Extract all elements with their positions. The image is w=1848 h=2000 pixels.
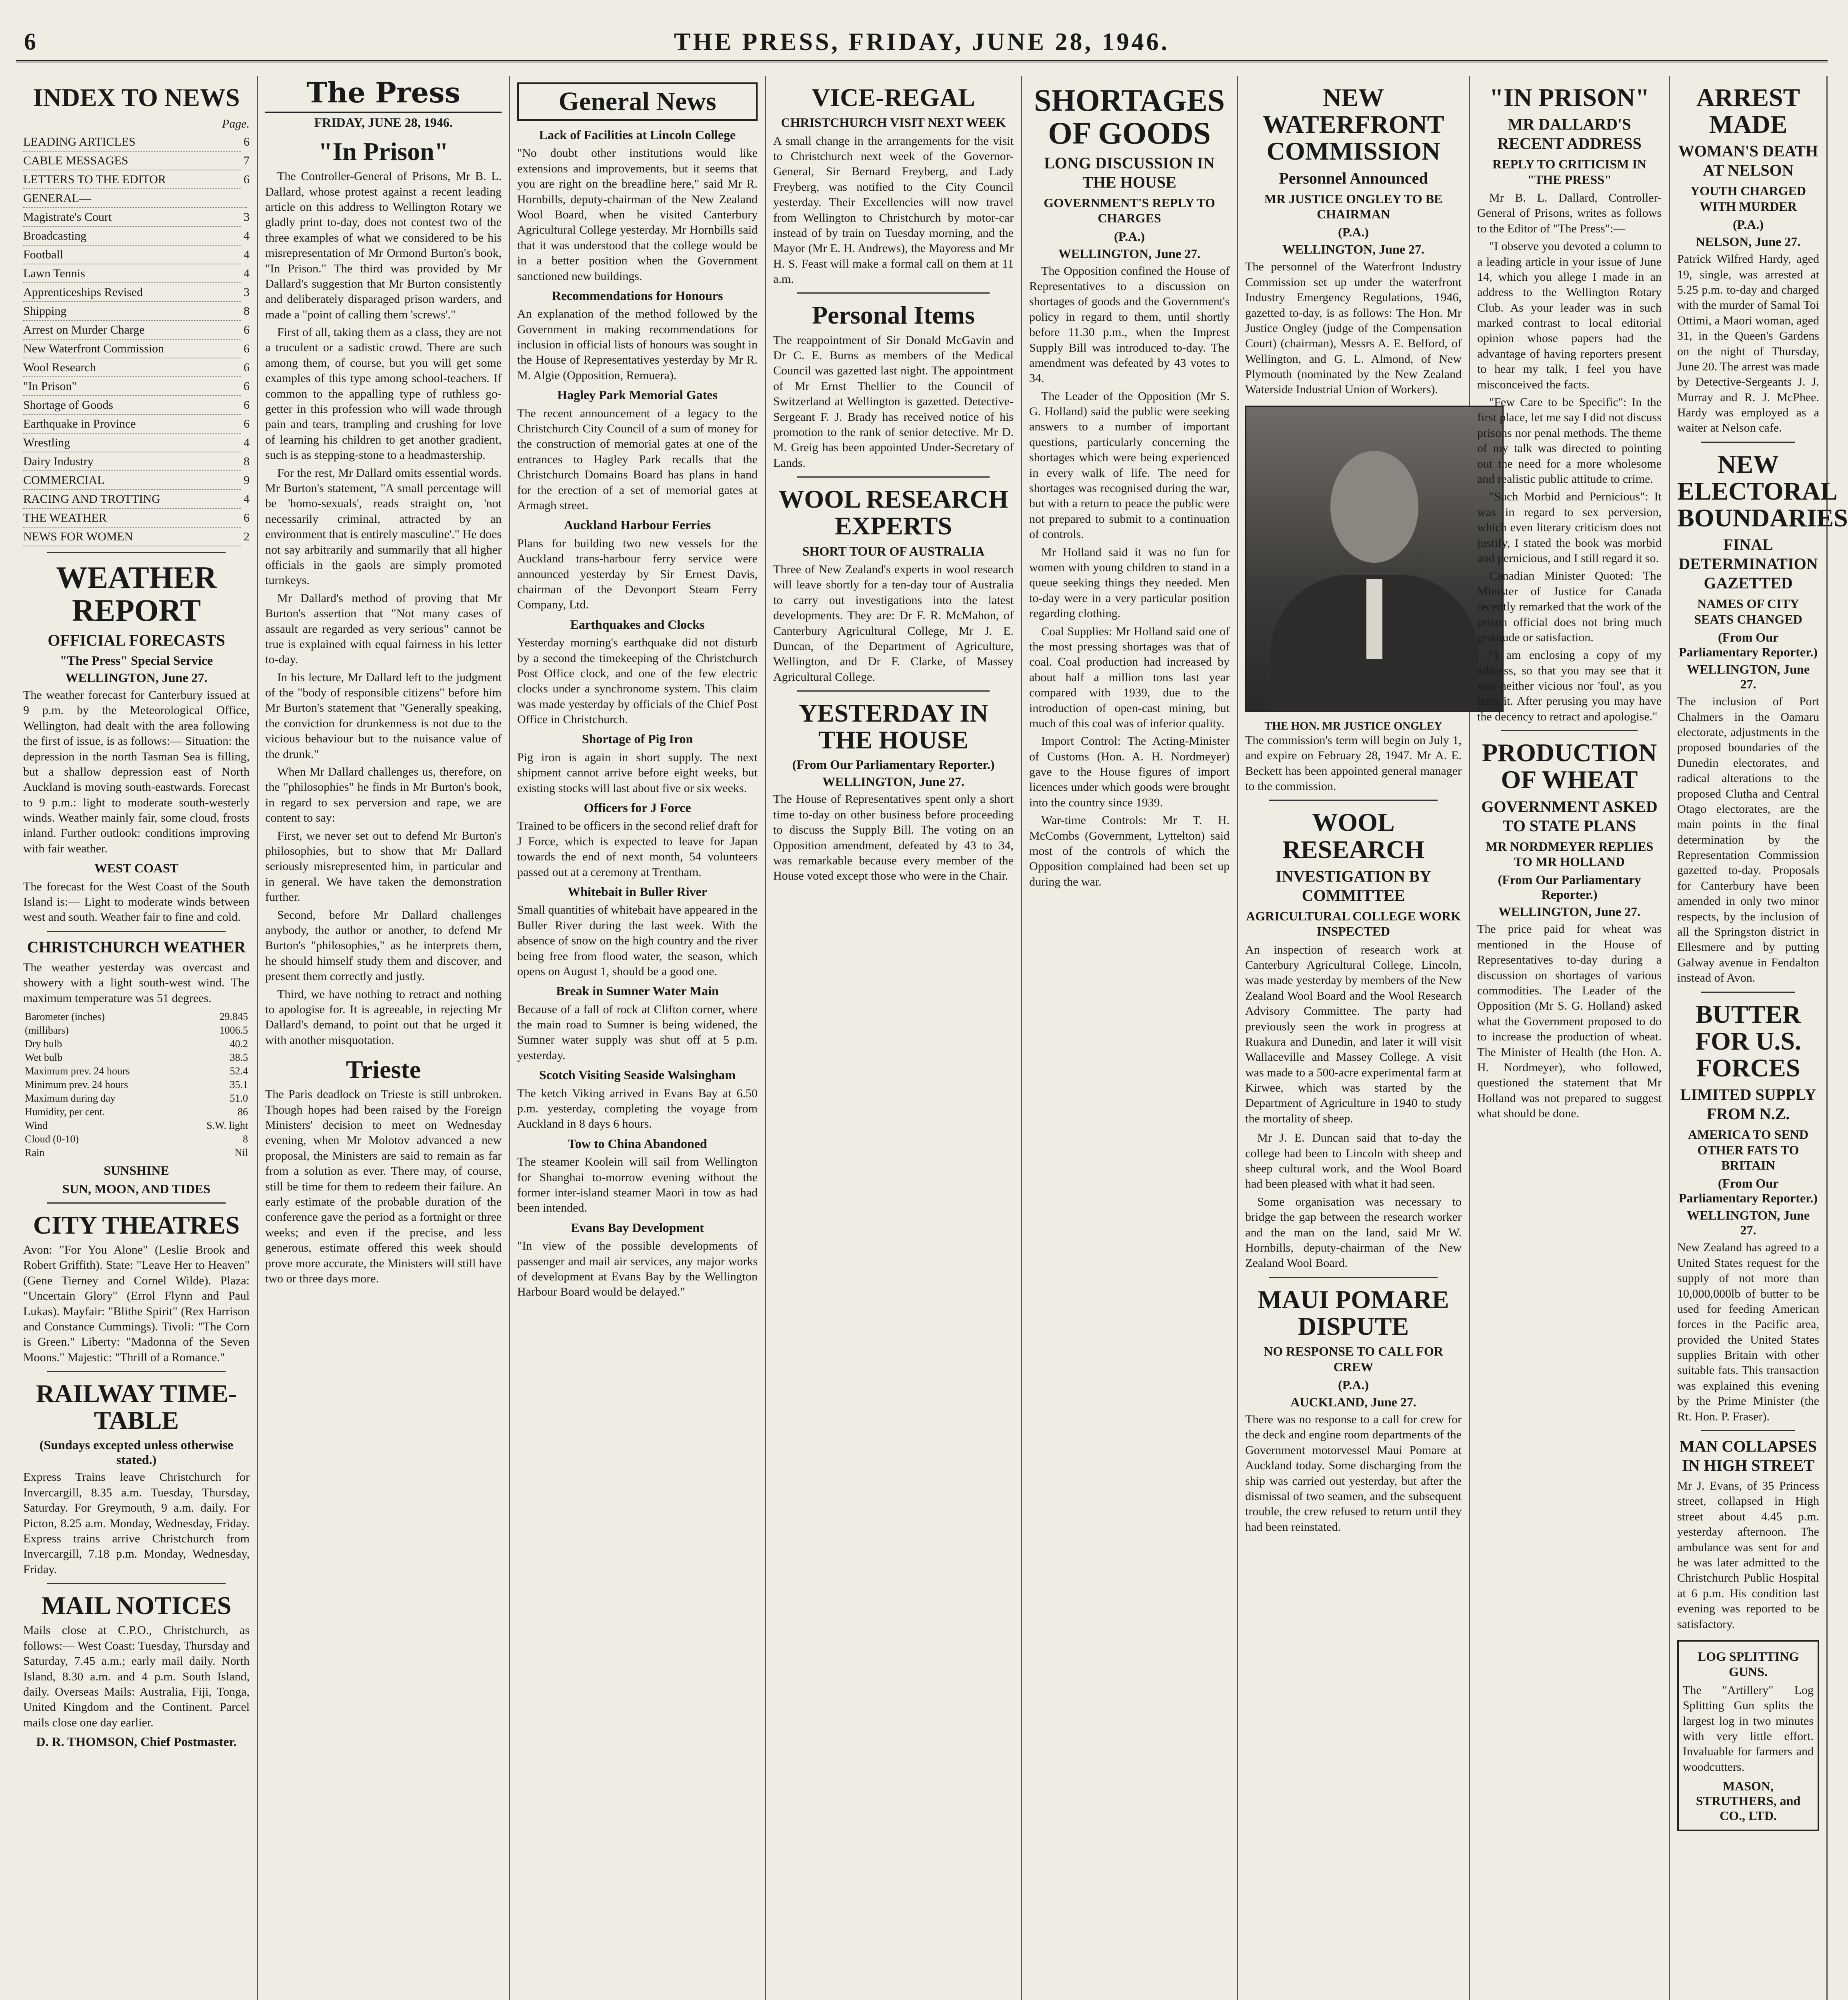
- index-label: Apprenticeships Revised: [23, 283, 241, 302]
- observation-row: [23, 1010, 250, 1024]
- general-news-item-title: Break in Sumner Water Main: [556, 984, 719, 998]
- index-label: Broadcasting: [23, 227, 241, 246]
- arrest-credit: (P.A.): [1732, 217, 1764, 232]
- editorial-title: "In Prison": [318, 137, 449, 166]
- observation-value: 40.2: [230, 1038, 248, 1050]
- arrest-subtitle: WOMAN'S DEATH AT NELSON: [1678, 142, 1818, 180]
- index-row: [23, 170, 250, 189]
- index-row: [23, 396, 250, 415]
- index-label: Wool Research: [23, 358, 241, 377]
- index-page: 8: [244, 455, 250, 468]
- electoral-title: NEW ELECTORAL BOUNDARIES: [1677, 450, 1848, 532]
- wheat-title: PRODUCTION OF WHEAT: [1482, 738, 1657, 794]
- electoral-text: The inclusion of Port Chalmers in the Oamaru electorate, adjustments in the proposed boundaries of the Dunedin electorates, and radical alterations to the proposed Clutha and Central Otago electorates, are the main points in the final determination by the Representation Commission gazetted to-day. Proposals for Canterbury have been amended in only two minor respects, by the inclusion of all the Springston district in Ellesmere and by putting Galway avenue in Fendalton instead of Avon.: [1677, 695, 1819, 985]
- index-row: [23, 283, 250, 302]
- general-news-list: [517, 127, 758, 1300]
- shortages-subtitle: LONG DISCUSSION IN THE HOUSE: [1044, 154, 1215, 191]
- observation-value: 86: [238, 1106, 248, 1118]
- general-news-item-text: Pig iron is again in short supply. The next shipment cannot arrive before eight weeks, but existing stocks will last about five or six weeks.: [517, 750, 758, 795]
- photo-caption: THE HON. MR JUSTICE ONGLEY: [1264, 720, 1442, 732]
- index-page: 6: [244, 380, 250, 393]
- letter-paragraph: "I observe you devoted a column to a leading article in your issue of June 14, which you allege I made in an address to the Wellington Rotary Club. As your leader was in such marked contrast to local editorial opinion whose papers had the advantage of having reporters present to hear my talk, I feel you have misconceived the facts.: [1477, 240, 1662, 391]
- general-news-item-title: Earthquakes and Clocks: [570, 617, 705, 632]
- chch-weather-title: CHRISTCHURCH WEATHER: [27, 938, 246, 956]
- column-3: [510, 76, 766, 2000]
- weather-title: WEATHER REPORT: [56, 560, 217, 628]
- index-page: 6: [244, 135, 250, 149]
- index-row: [23, 509, 250, 528]
- index-title: INDEX TO NEWS: [33, 83, 240, 112]
- general-news-item-text: Trained to be officers in the second relief draft for J Force, which is expected to leave for Japan towards the end of next month, 54 volunteers passed out at a ceremony at Trentham.: [517, 819, 758, 879]
- column-2: [258, 76, 510, 2000]
- index-list: [23, 115, 250, 546]
- index-page: 6: [244, 323, 250, 337]
- arrest-sub2: YOUTH CHARGED WITH MURDER: [1690, 184, 1806, 214]
- mail-text: Mails close at C.P.O., Christchurch, as follows:— West Coast: Tuesday, Thursday and Saturday, 7.45 a.m.; early mail daily. North Island, 8.30 a.m. and 4 p.m. South Island, daily. Overseas Mails: Australia, Fiji, Tonga, United Kingdom and the Continent. Parcel mails close one day earlier.: [23, 1624, 250, 1729]
- advert-text: The "Artillery" Log Splitting Gun splits the largest log in two minutes with very little effort. Invaluable for farmers and woodcutters.: [1683, 1683, 1814, 1774]
- general-news-item-title: Auckland Harbour Ferries: [564, 518, 711, 532]
- observation-row: [23, 1119, 250, 1132]
- theatres-title: CITY THEATRES: [33, 1210, 240, 1239]
- letter-paragraph: Mr B. L. Dallard, Controller-General of Prisons, writes as follows to the Editor of "The Press":—: [1477, 191, 1662, 235]
- butter-dateline: WELLINGTON, June 27.: [1686, 1208, 1810, 1238]
- shortages-paragraph: Coal Supplies: Mr Holland said one of the most pressing shortages was that of coal. Coal production had increased by about half a million tons last year compared with 1939, due to the introduction of open-cast mining, but much of this coal was of inferior quality.: [1029, 624, 1230, 730]
- index-page: 3: [244, 286, 250, 299]
- page-masthead: [16, 24, 1828, 62]
- index-page: 9: [244, 474, 250, 487]
- wheat-dateline: WELLINGTON, June 27.: [1498, 904, 1641, 919]
- editorial-date: FRIDAY, JUNE 28, 1946.: [314, 115, 453, 130]
- wheat-subtitle: GOVERNMENT ASKED TO STATE PLANS: [1481, 797, 1658, 835]
- index-label: Shortage of Goods: [23, 396, 241, 415]
- index-label: Dairy Industry: [23, 452, 241, 471]
- observation-value: 1006.5: [219, 1024, 248, 1036]
- index-row: [23, 302, 250, 321]
- waterfront-text-2: The commission's term will begin on July 1, and expire on February 28, 1947. Mr A. E. Beckett has been appointed general manager to the commission.: [1245, 733, 1462, 793]
- waterfront-title: NEW WATERFRONT COMMISSION: [1262, 83, 1444, 166]
- collapse-text: Mr J. Evans, of 35 Princess street, collapsed in High street about 4.45 p.m. yesterday afternoon. The ambulance was sent for and he was later admitted to the Christchurch Public Hospital at 6 p.m. His condition last evening was reported to be satisfactory.: [1677, 1479, 1819, 1631]
- index-label: "In Prison": [23, 377, 241, 396]
- wool-research-paragraph: Some organisation was necessary to bridge the gap between the research worker and the man on the land, said Mr W. Hornbills, deputy-chairman of the New Zealand Wool Board.: [1245, 1195, 1462, 1270]
- letter-paragraph: "I am enclosing a copy of my address, so that you may see that it was neither vicious nor 'foul', as you term it. After perusing you may have the decency to retract and apologise.": [1477, 648, 1662, 723]
- yesterday-house-title: YESTERDAY IN THE HOUSE: [798, 699, 988, 754]
- index-row: [23, 189, 250, 208]
- chch-weather-text: The weather yesterday was overcast and showery with a light south-west wind. The maximum temperature was 51 degrees.: [23, 960, 250, 1005]
- index-label: Shipping: [23, 302, 241, 321]
- index-label: LETTERS TO THE EDITOR: [23, 170, 241, 189]
- letter-paragraph: "Such Morbid and Pernicious": It was in regard to sex perversion, which even literary criticism does not justify, I stated the book was morbid and pernicious, and I still regard it so.: [1477, 490, 1662, 565]
- forecast-dateline: WELLINGTON, June 27.: [65, 670, 208, 685]
- editorial-paragraph: In his lecture, Mr Dallard left to the judgment of the "body of responsible citizens" before him Mr Burton's statement that "Generally speaking, the conviction for drunkenness is not due to the vicious behaviour but to the nuisance value of the drunk.": [265, 670, 502, 761]
- west-coast-text: The forecast for the West Coast of the South Island is:— Light to moderate winds between west and south. Weather fair to fine and cold.: [23, 880, 250, 924]
- in-prison-body: [1477, 190, 1662, 724]
- waterfront-subtitle: Personnel Announced: [1279, 169, 1428, 187]
- general-news-item-title: Tow to China Abandoned: [568, 1136, 707, 1151]
- observation-value: S.W. light: [206, 1120, 248, 1131]
- index-row: [23, 208, 250, 227]
- maui-pomare-subtitle: NO RESPONSE TO CALL FOR CREW: [1264, 1344, 1443, 1374]
- general-news-item-text: "No doubt other institutions would like extensions and improvements, but it seems that you are right on the breadline here," said Mr R. Hornbills, deputy-chairman of the New Zealand Wool Board, when he visited Canterbury Agricultural College yesterday. Mr Hornbills said that it was understood that the college would be in a better position when the Government sanctioned new buildings.: [517, 146, 758, 283]
- observation-label: Dry bulb: [25, 1038, 62, 1050]
- shortages-paragraph: War-time Controls: Mr T. H. McCombs (Government, Lyttelton) said most of the controls of which the Opposition complained had been set up during the war.: [1029, 814, 1230, 888]
- index-page: 2: [244, 530, 250, 544]
- observations-table: [23, 1010, 250, 1160]
- maui-pomare-dateline: AUCKLAND, June 27.: [1290, 1394, 1416, 1409]
- index-label: Lawn Tennis: [23, 264, 241, 283]
- vice-regal-subtitle: CHRISTCHURCH VISIT NEXT WEEK: [781, 115, 1006, 130]
- column-6: [1238, 76, 1470, 2000]
- shortages-title: SHORTAGES OF GOODS: [1034, 83, 1225, 150]
- yesterday-house-text: The House of Representatives spent only a short time to-day on other business before proceeding to discuss the Supply Bill. The voting on an Opposition amendment, defeated by 43 to 34, was remarkable because every member of the House voted except those who were in the Chair.: [773, 792, 1014, 883]
- editorial-paragraph: For the rest, Mr Dallard omits essential words. Mr Burton's statement, "A small percentage will be 'homo-sexuals', reads straight on, 'not necessarily criminal, attracted by an environment that is entirely masculine'." He does not say arbitrarily and summarily that all higher officials in the gaols are simply promoted turnkeys.: [265, 466, 502, 587]
- butter-text: New Zealand has agreed to a United States request for the supply of not more than 10,000,000lb of butter to be used for feeding American forces in the Pacific area, provided the United States supplies Britain with other suitable fats. This transaction was explained this evening by the Prime Minister (the Rt. Hon. P. Fraser).: [1677, 1241, 1819, 1423]
- index-page: 7: [244, 154, 250, 168]
- editorial-paragraph: First, we never set out to defend Mr Burton's philosophies, but to show that Mr Dallard seriously misrepresented him, in particular and in general. We have taken the demonstration further.: [265, 829, 502, 904]
- index-label: Wrestling: [23, 434, 241, 452]
- letter-paragraph: "Few Care to be Specific": In the first place, let me say I did not discuss prisons nor penal methods. The theme of my talk was directed to pointing out the need for a more wholesome and realistic public attitude to crime.: [1477, 396, 1662, 486]
- general-news-item-title: Scotch Visiting Seaside Walsingham: [539, 1068, 736, 1082]
- observation-row: [23, 1078, 250, 1092]
- index-label: GENERAL—: [23, 189, 247, 208]
- index-row: [23, 415, 250, 434]
- observation-value: 52.4: [230, 1065, 248, 1077]
- wool-research-sub2: AGRICULTURAL COLLEGE WORK INSPECTED: [1246, 908, 1461, 939]
- observation-row: [23, 1051, 250, 1064]
- butter-credit: (From Our Parliamentary Reporter.): [1678, 1176, 1818, 1206]
- personal-text: The reappointment of Sir Donald McGavin and Dr C. E. Burns as members of the Medical Council was gazetted last night. The appointment of Mr Ernst Thellier to the Council of Switzerland at Wellington is gazetted. Detective-Sergeant F. J. Brady has received notice of his promotion to the rank of senior detective. Mr D. M. Greig has been appointed Under-Secretary of Lands.: [773, 333, 1014, 470]
- general-news-item-text: Plans for building two new vessels for the Auckland trans-harbour ferry service were announced yesterday by Sir Ernest Davis, chairman of the Devonport Steam Ferry Company, Ltd.: [517, 536, 758, 612]
- electoral-subtitle: FINAL DETERMINATION GAZETTED: [1678, 536, 1818, 592]
- advert-advertiser: MASON, STRUTHERS, and CO., LTD.: [1696, 1779, 1801, 1823]
- vice-regal-title: VICE-REGAL: [812, 83, 975, 112]
- general-news-item-text: Small quantities of whitebait have appeared in the Buller River during the last week. With the absence of snow on the high country and the river being free from flood water, the season, which opens on August 1, should be a good one.: [517, 903, 758, 978]
- observation-value: 51.0: [230, 1092, 248, 1104]
- general-news-item-title: Officers for J Force: [584, 800, 691, 815]
- general-news-item-title: Shortage of Pig Iron: [582, 732, 693, 746]
- index-row: [23, 452, 250, 471]
- yesterday-house-credit: (From Our Parliamentary Reporter.): [792, 757, 995, 772]
- log-gun-advert: [1677, 1640, 1819, 1831]
- observation-label: (millibars): [25, 1024, 69, 1036]
- index-row: [23, 490, 250, 509]
- index-page: 6: [244, 361, 250, 374]
- index-page: 6: [244, 398, 250, 412]
- maui-pomare-credit: (P.A.): [1338, 1377, 1369, 1392]
- general-news-item-text: The recent announcement of a legacy to the Christchurch City Council of a sum of money for the construction of memorial gates at one of the entrances to Hagley Park recalls that the Christchurch Domains Board has plans in hand for the erection of a set of memorial gates at Armagh street.: [517, 406, 758, 512]
- editorial-paragraph: When Mr Dallard challenges us, therefore, on the "philosophies" he finds in Mr Burton's book, in regard to sex perversion and rape, we are content to say:: [265, 765, 502, 825]
- observation-value: 35.1: [230, 1079, 248, 1090]
- column-8: [1670, 76, 1848, 2000]
- forecast-title: OFFICIAL FORECASTS: [48, 631, 225, 649]
- index-page: 6: [244, 173, 250, 186]
- shortages-body: [1029, 264, 1230, 890]
- wool-research-paragraph: Mr J. E. Duncan said that to-day the college had been to Lincoln with sheep and sheep cultural work, and the Wool Board had been pleased with what it had seen.: [1245, 1131, 1462, 1191]
- wool-research-body: [1245, 1130, 1462, 1271]
- railway-title: RAILWAY TIME-TABLE: [36, 1379, 237, 1435]
- advert-title: LOG SPLITTING GUNS.: [1697, 1649, 1799, 1679]
- arrest-dateline: NELSON, June 27.: [1696, 234, 1801, 249]
- editorial-paragraph: The Controller-General of Prisons, Mr B. L. Dallard, whose protest against a recent leading article on this address to Wellington Rotary we gladly print to-day, does not contest two of the three examples of what we considered to be his misrepresentation of Mr Ormond Burton's book, "In Prison." The third was provided by Mr Dallard's suggestion that Mr Burton consistently and deliberately disparaged prison warders, and made a "point of calling them 'screws'.": [265, 170, 502, 321]
- general-news-item-title: Whitebait in Buller River: [568, 884, 707, 899]
- general-news-item-title: Recommendations for Honours: [552, 288, 723, 303]
- mail-title: MAIL NOTICES: [41, 1591, 232, 1620]
- observation-label: Rain: [25, 1147, 45, 1158]
- wool-experts-title: WOOL RESEARCH EXPERTS: [778, 485, 1008, 540]
- general-news-banner: General News: [517, 82, 758, 121]
- personal-title: Personal Items: [812, 301, 975, 330]
- shortages-paragraph: Mr Holland said it was no fun for women with young children to stand in a queue seeking things they needed. Men to-day were in a very particular position regarding clothing.: [1029, 545, 1230, 620]
- general-news-item-title: Evans Bay Development: [571, 1220, 704, 1235]
- index-label: RACING AND TROTTING: [23, 490, 241, 509]
- mail-signature: D. R. THOMSON, Chief Postmaster.: [36, 1734, 237, 1749]
- index-row: [23, 358, 250, 377]
- observation-value: Nil: [234, 1147, 248, 1158]
- index-row: [23, 227, 250, 246]
- railway-subtitle: (Sundays excepted unless otherwise stated.): [39, 1438, 234, 1467]
- general-news-item-text: The steamer Koolein will sail from Wellington for Shanghai to-morrow evening without the former inter-island steamer Maori in tow as had been intended.: [517, 1155, 758, 1215]
- shortages-sub2: GOVERNMENT'S REPLY TO CHARGES: [1044, 195, 1215, 226]
- observation-value: 29.845: [219, 1011, 248, 1022]
- editorial-body: [265, 169, 502, 1048]
- index-label: New Waterfront Commission: [23, 340, 241, 358]
- index-label: THE WEATHER: [23, 509, 241, 528]
- observation-label: Wet bulb: [25, 1052, 62, 1063]
- waterfront-dateline: WELLINGTON, June 27.: [1282, 242, 1425, 257]
- shortages-paragraph: The Leader of the Opposition (Mr S. G. Holland) said the public were seeking answers to a number of important questions, particularly concerning the shortages which were being experienced in every walk of life. The need for shortages was recognised during the war, but with a return to peace the public were not prepared to submit to a continuation of controls.: [1029, 389, 1230, 541]
- index-label: Earthquake in Province: [23, 415, 241, 434]
- wool-research-text: An inspection of research work at Canterbury Agricultural College, Lincoln, was made yesterday by members of the New Zealand Wool Board and the Wool Research Advisory Committee. The party had previously seen the work in progress at Ruakura and Dunedin, and later it will visit Wallaceville and Massey College. A visit was made to a 500-acre experimental farm at Kirwee, which was started by the Department of Agriculture in 1940 to study the mortality of sheep.: [1245, 943, 1462, 1125]
- forecast-text: The weather forecast for Canterbury issued at 9 p.m. by the Meteorological Office, Wellington, had dealt with the area following the first of issue, is as follows:— Situation: the depression in the north Tasman Sea is filling, but a shallow depression east of North Auckland is moving south-eastwards. Forecast to 9 p.m.: light to moderate south-westerly winds. Weather mainly fair, some cloud, frosts inland. Further outlook: conditions improving with fair weather.: [23, 688, 250, 855]
- index-page: 4: [244, 248, 250, 262]
- forecast-credit: "The Press" Special Service: [60, 653, 213, 668]
- observation-label: Minimum prev. 24 hours: [25, 1079, 128, 1090]
- shortages-paragraph: Import Control: The Acting-Minister of Customs (Hon. A. H. Nordmeyer) gave to the House figures of import licences under which goods were brought into the country since 1939.: [1029, 734, 1230, 809]
- collapse-title: MAN COLLAPSES IN HIGH STREET: [1679, 1437, 1817, 1475]
- index-row: [23, 471, 250, 490]
- trieste-text: The Paris deadlock on Trieste is still unbroken. Though hopes had been raised by the Foreign Ministers' decision to meet on Wednesday evening, when Mr Molotov advanced a new proposal, the Ministers are said to remain as far from a solution as ever. There may, of course, still be time for them to redeem their failure. An early estimate of the probable duration of the conference gave the period as a fortnight or three weeks; and even if the precise, and less generous, estimate offered this week should prove more accurate, the Ministers will still have two or three days more.: [265, 1088, 502, 1285]
- column-1: [16, 76, 258, 2000]
- page-number: 6: [24, 28, 36, 55]
- general-news-item-title: Hagley Park Memorial Gates: [557, 388, 718, 402]
- index-row: [23, 321, 250, 340]
- wheat-sub2: MR NORDMEYER REPLIES TO MR HOLLAND: [1485, 839, 1654, 869]
- shortages-paragraph: The Opposition confined the House of Representatives to a discussion on shortages of goods and the Government's policy in regard to them, until shortly before 11.30 p.m., when the Imprest Supply Bill was introduced to-day. The amendment was defeated by 43 votes to 34.: [1029, 264, 1230, 385]
- observation-row: [23, 1024, 250, 1037]
- electoral-credit: (From Our Parliamentary Reporter.): [1678, 630, 1818, 660]
- index-page: 4: [244, 436, 250, 450]
- electoral-dateline: WELLINGTON, June 27.: [1686, 662, 1810, 692]
- tides-title: SUN, MOON, AND TIDES: [62, 1182, 211, 1196]
- in-prison-subtitle: MR DALLARD'S RECENT ADDRESS: [1497, 115, 1642, 153]
- observation-row: [23, 1146, 250, 1160]
- observation-row: [23, 1064, 250, 1078]
- column-5: [1022, 76, 1238, 2000]
- index-row: [23, 434, 250, 452]
- index-row: [23, 528, 250, 546]
- general-news-item-text: "In view of the possible developments of passenger and mail air services, any major works of development at Evans Bay by the Wellington Harbour Board would be delayed.": [517, 1239, 758, 1299]
- index-row: [23, 246, 250, 264]
- wheat-text: The price paid for wheat was mentioned in the House of Representatives to-day during a discussion on shortages of various commodities. The Leader of the Opposition (Mr S. G. Holland) asked what the Government proposed to do to increase the production of wheat. The Minister of Health (the Hon. A. H. Nordmeyer), who followed, questioned the statement that Mr Holland was not prepared to suggest what should be done.: [1477, 922, 1662, 1120]
- maui-pomare-title: MAUI POMARE DISPUTE: [1258, 1285, 1449, 1340]
- letter-paragraph: Canadian Minister Quoted: The Minister of Justice for Canada recently remarked that the work of the prison official does not bring much gratitude or satisfaction.: [1477, 569, 1662, 644]
- index-row: [23, 377, 250, 396]
- editorial-paragraph: First of all, taking them as a class, they are not a truculent or a sadistic crowd. There are such among them, of course, but you will get some examples of this type among school-teachers. If common to the appalling type of ruthless go-getter in this profession who will wade through pain and tears, trampling and crushing for love of learning his children to get another gradient, such is as stepping-stone to a headmastership.: [265, 326, 502, 462]
- railway-text: Express Trains leave Christchurch for Invercargill, 8.35 a.m. Tuesday, Thursday, Saturday. For Greymouth, 9 a.m. daily. For Picton, 8.25 a.m. Monday, Wednesday, Friday. Express trains arrive Christchurch from Invercargill, 7.18 p.m. Monday, Wednesday, Friday.: [23, 1470, 250, 1576]
- general-news-item-title: Lack of Facilities at Lincoln College: [539, 128, 736, 142]
- observation-label: Wind: [25, 1120, 48, 1131]
- trieste-title: Trieste: [346, 1055, 421, 1084]
- west-coast-title: WEST COAST: [94, 861, 179, 876]
- waterfront-credit: (P.A.): [1338, 225, 1369, 240]
- editorial-paragraph: Third, we have nothing to retract and nothing to apologise for. It is agreeable, in rejecting Mr Dallard's demand, to point out that he urged it with another misquotation.: [265, 987, 502, 1047]
- in-prison-sub2: REPLY TO CRITICISM IN "THE PRESS": [1492, 157, 1646, 187]
- index-page: 4: [244, 229, 250, 243]
- wool-experts-text: Three of New Zealand's experts in wool research will leave shortly for a ten-day tour of Australia to carry out investigations into the latest developments. They are: Dr F. R. McMahon, of Canterbury Agricultural College, Mr J. E. Duncan, of the Department of Agriculture, Wellington, and Dr F. Clarke, of Massey Agricultural College.: [773, 562, 1014, 684]
- wheat-credit: (From Our Parliamentary Reporter.): [1498, 872, 1641, 902]
- waterfront-text: The personnel of the Waterfront Industry Commission set up under the waterfront Industry Emergency Regulations, 1946, gazetted to-day, is as follows: The Hon. Mr Justice Ongley (judge of the Compensation Court) (chairman), Messrs A. E. Belford, of Wellington, and G. L. Almond, of New Plymouth (nominated by the New Zealand Waterside Industrial Union of Workers).: [1245, 260, 1462, 396]
- index-row: [23, 133, 250, 152]
- observation-label: Barometer (inches): [25, 1011, 105, 1022]
- index-page: 6: [244, 342, 250, 356]
- index-page: 4: [244, 267, 250, 280]
- observation-row: [23, 1132, 250, 1146]
- waterfront-sub2: MR JUSTICE ONGLEY TO BE CHAIRMAN: [1264, 191, 1443, 221]
- column-4: [766, 76, 1022, 2000]
- masthead-line: THE PRESS, FRIDAY, JUNE 28, 1946.: [674, 28, 1170, 56]
- observation-row: [23, 1092, 250, 1105]
- observation-label: Cloud (0-10): [25, 1133, 79, 1145]
- editorial-paragraph: Mr Dallard's method of proving that Mr Burton's assertion that "Not many cases of assault are regarded as very serious" cannot be true is explained with equal fairness in his letter to-day.: [265, 591, 502, 666]
- index-page-label: Page.: [222, 117, 250, 131]
- wool-research-subtitle: INVESTIGATION BY COMMITTEE: [1275, 867, 1432, 904]
- column-7: [1470, 76, 1670, 2000]
- index-label: NEWS FOR WOMEN: [23, 528, 241, 546]
- arrest-text: Patrick Wilfred Hardy, aged 19, single, was arrested at 5.25 p.m. to-day and charged with the murder of Samal Toi Ottimi, a Maori woman, aged 31, in the Queen's Gardens on the night of Thursday, June 20. The arrest was made by Detective-Sergeants J. J. Murray and R. J. McPhee. Hardy was employed as a waiter at Nelson cafe.: [1677, 252, 1819, 435]
- maui-pomare-text: There was no response to a call for crew for the deck and engine room departments of the Government motorvessel Maui Pomare at Auckland today. Some discharging from the ship was carried out yesterday, but after the dismissal of two seamen, and the subsequent trouble, the crew refused to return until they had been reinstated.: [1245, 1412, 1462, 1534]
- index-page: 3: [244, 210, 250, 224]
- wool-experts-subtitle: SHORT TOUR OF AUSTRALIA: [802, 544, 985, 558]
- index-label: Arrest on Murder Charge: [23, 321, 241, 340]
- general-news-item-text: Because of a fall of rock at Clifton corner, where the main road to Sumner is being widened, the Sumner water supply was shut off at 5 p.m. yesterday.: [517, 1002, 758, 1062]
- general-news-item-text: Yesterday morning's earthquake did not disturb by a second the timekeeping of the Christchurch Post Office clock, and one of the few electric clocks under a synchronome system. This claim was made yesterday by officials of the Chief Post Office in Christchurch.: [517, 636, 758, 726]
- shortages-credit: (P.A.): [1114, 229, 1145, 244]
- observation-row: [23, 1037, 250, 1051]
- electoral-sub2: NAMES OF CITY SEATS CHANGED: [1694, 596, 1802, 626]
- index-page: 4: [244, 492, 250, 506]
- in-prison-title: "IN PRISON": [1489, 83, 1650, 112]
- index-page: 6: [244, 417, 250, 431]
- observation-label: Maximum prev. 24 hours: [25, 1065, 130, 1077]
- vice-regal-text: A small change in the arrangements for the visit to Christchurch next week of the Governor-General, Sir Bernard Freyberg, and Lady Freyberg, was notified to the City Council yesterday. Their Excellencies will now travel from Wellington to Christchurch by motor-car instead of by train on Tuesday morning, and the Mayor (Mr E. H. Andrews), the Mayoress and Mr H. S. Feast will make a formal call on them at 11 a.m.: [773, 134, 1014, 286]
- butter-title: BUTTER FOR U.S. FORCES: [1695, 1000, 1801, 1082]
- press-logo: The Press: [265, 76, 502, 113]
- index-row: [23, 264, 250, 283]
- index-label: COMMERCIAL: [23, 471, 241, 490]
- butter-sub2: AMERICA TO SEND OTHER FATS TO BRITAIN: [1688, 1127, 1809, 1172]
- index-label: Football: [23, 246, 241, 264]
- justice-ongley-photo: [1245, 406, 1504, 712]
- shortages-dateline: WELLINGTON, June 27.: [1058, 246, 1201, 261]
- index-label: LEADING ARTICLES: [23, 133, 241, 152]
- index-row: [23, 340, 250, 358]
- editorial-paragraph: Second, before Mr Dallard challenges anybody, the author or another, to defend Mr Burton's "philosophies," as he interprets them, he should himself study them and discover, and present them correctly and justly.: [265, 908, 502, 983]
- observation-label: Humidity, per cent.: [25, 1106, 105, 1118]
- yesterday-house-dateline: WELLINGTON, June 27.: [822, 774, 965, 789]
- butter-subtitle: LIMITED SUPPLY FROM N.Z.: [1680, 1086, 1816, 1123]
- index-page: 6: [244, 511, 250, 525]
- index-row: [23, 152, 250, 170]
- sunshine-title: SUNSHINE: [104, 1163, 169, 1178]
- wool-research-title: WOOL RESEARCH: [1282, 808, 1425, 864]
- observation-row: [23, 1105, 250, 1119]
- index-label: CABLE MESSAGES: [23, 152, 241, 170]
- theatres-text: Avon: "For You Alone" (Leslie Brook and Robert Griffith). State: "Leave Her to Heaven" (Gene Tierney and Cornel Wilde). Plaza: "Uncertain Glory" (Errol Flynn and Paul Lukas). Mayfair: "Blithe Spirit" (Rex Harrison and Constance Cummings). Tivoli: "The Corn is Green." Liberty: "Madonna of the Seven Moons." Majestic: "Thrill of a Romance.": [23, 1243, 250, 1364]
- general-news-item-text: The ketch Viking arrived in Evans Bay at 6.50 p.m. yesterday, completing the voyage from Auckland in 8 days 6 hours.: [517, 1086, 758, 1131]
- index-page: 8: [244, 304, 250, 318]
- observation-label: Maximum during day: [25, 1092, 116, 1104]
- general-news-item-text: An explanation of the method followed by the Government in making recommendations for inclusion in official lists of honours was sought in the House of Representatives yesterday by Mr R. M. Algie (Opposition, Remuera).: [517, 307, 758, 382]
- observation-value: 38.5: [230, 1052, 248, 1063]
- arrest-title: ARREST MADE: [1696, 83, 1800, 139]
- index-label: Magistrate's Court: [23, 208, 241, 227]
- observation-value: 8: [243, 1133, 248, 1145]
